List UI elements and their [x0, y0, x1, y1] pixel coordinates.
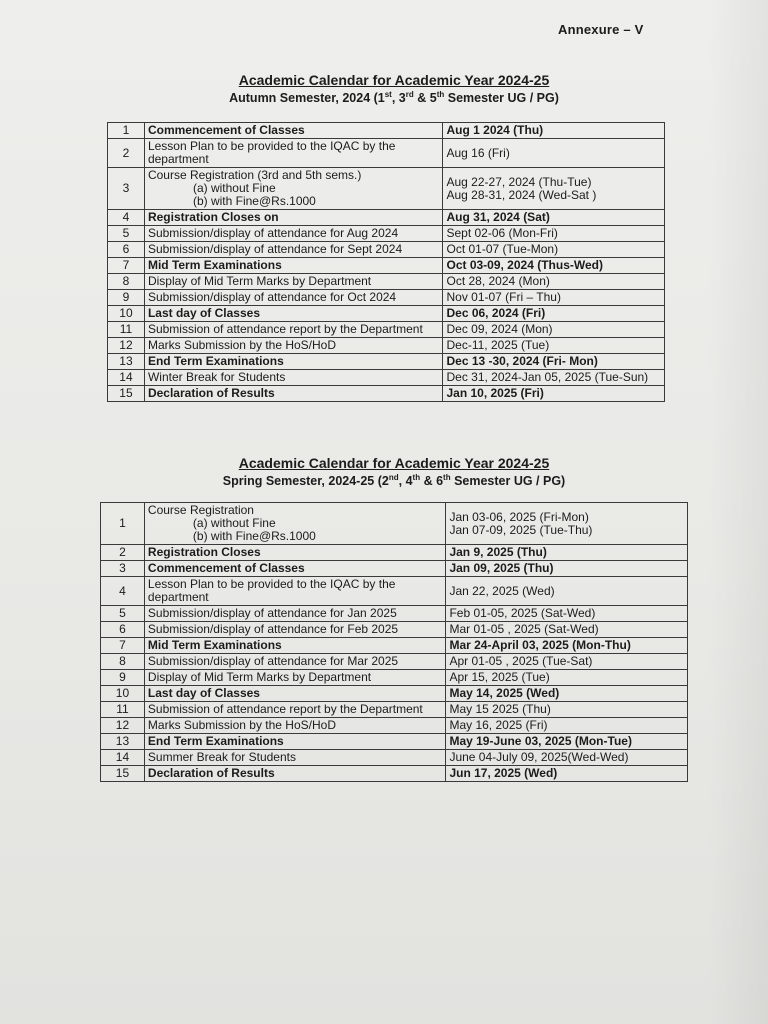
- date-text: Jan 9, 2025 (Thu): [449, 545, 547, 559]
- row-number: 2: [101, 545, 145, 561]
- row-number: 11: [108, 322, 145, 338]
- row-number: 3: [101, 561, 145, 577]
- spring-calendar-table: [100, 502, 688, 782]
- table-row: [101, 734, 688, 750]
- date-text: Dec 09, 2024 (Mon): [446, 322, 553, 336]
- table-row: [108, 210, 665, 226]
- row-number: 11: [101, 702, 145, 718]
- date-text: Dec 06, 2024 (Fri): [446, 306, 546, 320]
- row-number: 12: [101, 718, 145, 734]
- row-number: 10: [101, 686, 145, 702]
- activity-cell: [144, 734, 446, 750]
- date-text: Jan 09, 2025 (Thu): [449, 561, 554, 575]
- activity-text: End Term Examinations: [147, 734, 284, 748]
- date-cell: [446, 654, 688, 670]
- annexure-label: Annexure – V: [558, 22, 644, 37]
- table-row: [101, 606, 688, 622]
- table-row: [101, 638, 688, 654]
- row-number: 3: [108, 168, 145, 210]
- date-cell: [443, 226, 665, 242]
- activity-cell: [144, 210, 443, 226]
- activity-cell: [144, 290, 443, 306]
- activity-text: Submission/display of attendance for Aug 2024: [147, 226, 399, 240]
- activity-cell: [144, 577, 446, 606]
- row-number: 14: [101, 750, 145, 766]
- activity-cell: [144, 718, 446, 734]
- autumn-heading: [10, 72, 768, 105]
- table-row: [101, 686, 688, 702]
- table-row: [101, 503, 688, 545]
- activity-text: Marks Submission by the HoS/HoD: [147, 718, 336, 732]
- date-cell: [446, 503, 688, 545]
- activity-cell: [144, 545, 446, 561]
- date-text: Oct 01-07 (Tue-Mon): [446, 242, 559, 256]
- date-text: May 19-June 03, 2025 (Mon-Tue): [449, 734, 632, 748]
- date-cell: [443, 290, 665, 306]
- date-text: May 14, 2025 (Wed): [449, 686, 560, 700]
- row-number: 1: [108, 123, 145, 139]
- date-text: Feb 01-05, 2025 (Sat-Wed): [449, 606, 596, 620]
- table-row: [108, 139, 665, 168]
- activity-subitem: (a) without Fine: [192, 516, 276, 530]
- date-cell: [446, 766, 688, 782]
- date-text: Nov 01-07 (Fri – Thu): [446, 290, 561, 304]
- activity-text: Display of Mid Term Marks by Department: [147, 274, 372, 288]
- date-text: Apr 15, 2025 (Tue): [449, 670, 550, 684]
- page-shadow: [708, 0, 768, 1024]
- date-cell: [443, 370, 665, 386]
- table-row: [101, 622, 688, 638]
- date-cell: [446, 638, 688, 654]
- activity-cell: [144, 370, 443, 386]
- activity-cell: [144, 354, 443, 370]
- date-cell: [446, 702, 688, 718]
- date-text: Mar 01-05 , 2025 (Sat-Wed): [449, 622, 599, 636]
- date-cell: [446, 545, 688, 561]
- activity-cell: [144, 503, 446, 545]
- date-text: Dec-11, 2025 (Tue): [446, 338, 550, 352]
- autumn-calendar-table: [107, 122, 665, 402]
- activity-cell: [144, 242, 443, 258]
- spring-heading: [10, 455, 768, 488]
- activity-text: Course Registration (3rd and 5th sems.): [147, 168, 362, 182]
- date-cell: [443, 274, 665, 290]
- activity-subitem: (a) without Fine: [192, 181, 276, 195]
- activity-text: Declaration of Results: [147, 766, 275, 780]
- table-row: [108, 123, 665, 139]
- table-row: [108, 274, 665, 290]
- activity-text: Submission/display of attendance for Sept 2024: [147, 242, 403, 256]
- row-number: 7: [101, 638, 145, 654]
- spring-subtitle: Spring Semester, 2024-25 (2nd, 4th & 6th Semester UG / PG): [222, 473, 566, 489]
- date-text: Jan 07-09, 2025 (Tue-Thu): [449, 522, 593, 537]
- date-cell: [443, 386, 665, 402]
- date-text: Aug 31, 2024 (Sat): [446, 210, 550, 224]
- activity-text: Mid Term Examinations: [147, 638, 282, 652]
- row-number: 6: [108, 242, 145, 258]
- date-text: June 04-July 09, 2025(Wed-Wed): [449, 750, 629, 764]
- autumn-subtitle: Autumn Semester, 2024 (1st, 3rd & 5th Semester UG / PG): [229, 90, 559, 106]
- activity-text: End Term Examinations: [147, 354, 284, 368]
- row-number: 13: [101, 734, 145, 750]
- date-cell: [446, 622, 688, 638]
- row-number: 8: [101, 654, 145, 670]
- date-text: Oct 03-09, 2024 (Thus-Wed): [446, 258, 603, 272]
- activity-cell: [144, 338, 443, 354]
- activity-cell: [144, 139, 443, 168]
- row-number: 12: [108, 338, 145, 354]
- row-number: 4: [101, 577, 145, 606]
- date-text: Dec 31, 2024-Jan 05, 2025 (Tue-Sun): [446, 370, 649, 384]
- activity-text: Commencement of Classes: [147, 123, 305, 137]
- activity-cell: [144, 561, 446, 577]
- activity-text: Display of Mid Term Marks by Department: [147, 670, 372, 684]
- activity-cell: [144, 386, 443, 402]
- activity-cell: [144, 258, 443, 274]
- activity-text: Winter Break for Students: [147, 370, 286, 384]
- activity-cell: [144, 766, 446, 782]
- spring-title: Academic Calendar for Academic Year 2024-25: [238, 455, 550, 471]
- activity-cell: [144, 274, 443, 290]
- date-text: Dec 13 -30, 2024 (Fri- Mon): [446, 354, 598, 368]
- activity-cell: [144, 226, 443, 242]
- date-cell: [443, 123, 665, 139]
- date-text: Aug 22-27, 2024 (Thu-Tue): [446, 174, 592, 189]
- activity-subitem: (b) with Fine@Rs.1000: [192, 529, 316, 543]
- table-row: [101, 718, 688, 734]
- table-row: [108, 306, 665, 322]
- activity-text: Registration Closes: [147, 545, 261, 559]
- activity-text: Submission/display of attendance for Jan 2025: [147, 606, 397, 620]
- date-cell: [443, 322, 665, 338]
- activity-text: Commencement of Classes: [147, 561, 305, 575]
- table-row: [108, 354, 665, 370]
- date-cell: [443, 242, 665, 258]
- date-cell: [446, 670, 688, 686]
- activity-cell: [144, 686, 446, 702]
- date-cell: [443, 306, 665, 322]
- row-number: 7: [108, 258, 145, 274]
- date-text: Sept 02-06 (Mon-Fri): [446, 226, 558, 240]
- table-row: [108, 338, 665, 354]
- activity-text: Lesson Plan to be provided to the IQAC by the department: [147, 577, 396, 604]
- table-row: [101, 654, 688, 670]
- activity-cell: [144, 306, 443, 322]
- row-number: 6: [101, 622, 145, 638]
- activity-text: Submission of attendance report by the Department: [147, 702, 423, 716]
- activity-text: Submission of attendance report by the Department: [147, 322, 423, 336]
- row-number: 5: [101, 606, 145, 622]
- date-text: Mar 24-April 03, 2025 (Mon-Thu): [449, 638, 631, 652]
- date-cell: [446, 750, 688, 766]
- row-number: 10: [108, 306, 145, 322]
- row-number: 1: [101, 503, 145, 545]
- date-cell: [446, 686, 688, 702]
- autumn-title: Academic Calendar for Academic Year 2024-25: [238, 72, 550, 88]
- date-cell: [446, 577, 688, 606]
- activity-text: Course Registration: [147, 503, 254, 517]
- date-text: Aug 28-31, 2024 (Wed-Sat ): [446, 187, 597, 202]
- date-cell: [443, 139, 665, 168]
- table-row: [101, 577, 688, 606]
- activity-cell: [144, 638, 446, 654]
- date-text: May 15 2025 (Thu): [449, 702, 551, 716]
- table-row: [108, 386, 665, 402]
- date-cell: [446, 561, 688, 577]
- table-row: [101, 766, 688, 782]
- activity-cell: [144, 606, 446, 622]
- table-row: [101, 670, 688, 686]
- table-row: [101, 702, 688, 718]
- activity-text: Registration Closes on: [147, 210, 279, 224]
- date-cell: [446, 734, 688, 750]
- date-cell: [443, 258, 665, 274]
- row-number: 14: [108, 370, 145, 386]
- date-text: Aug 16 (Fri): [446, 145, 510, 160]
- row-number: 8: [108, 274, 145, 290]
- activity-cell: [144, 702, 446, 718]
- activity-text: Submission/display of attendance for Feb 2025: [147, 622, 399, 636]
- activity-text: Summer Break for Students: [147, 750, 296, 764]
- date-text: Oct 28, 2024 (Mon): [446, 274, 550, 288]
- table-row: [108, 258, 665, 274]
- row-number: 13: [108, 354, 145, 370]
- date-cell: [446, 606, 688, 622]
- date-text: Apr 01-05 , 2025 (Tue-Sat): [449, 654, 593, 668]
- activity-text: Submission/display of attendance for Oct 2024: [147, 290, 397, 304]
- row-number: 9: [108, 290, 145, 306]
- row-number: 4: [108, 210, 145, 226]
- table-row: [108, 290, 665, 306]
- date-cell: [443, 354, 665, 370]
- table-row: [108, 168, 665, 210]
- table-row: [101, 545, 688, 561]
- date-cell: [446, 718, 688, 734]
- row-number: 5: [108, 226, 145, 242]
- activity-text: Submission/display of attendance for Mar 2025: [147, 654, 399, 668]
- date-text: Jan 03-06, 2025 (Fri-Mon): [449, 509, 589, 524]
- date-text: Jan 10, 2025 (Fri): [446, 386, 544, 400]
- activity-cell: [144, 622, 446, 638]
- date-text: Aug 1 2024 (Thu): [446, 123, 544, 137]
- activity-text: Lesson Plan to be provided to the IQAC by the department: [147, 139, 396, 166]
- table-row: [108, 226, 665, 242]
- table-row: [108, 242, 665, 258]
- activity-cell: [144, 670, 446, 686]
- date-text: May 16, 2025 (Fri): [449, 718, 548, 732]
- activity-cell: [144, 654, 446, 670]
- table-row: [108, 322, 665, 338]
- row-number: 2: [108, 139, 145, 168]
- table-row: [101, 750, 688, 766]
- row-number: 9: [101, 670, 145, 686]
- table-row: [108, 370, 665, 386]
- activity-cell: [144, 123, 443, 139]
- activity-cell: [144, 750, 446, 766]
- activity-cell: [144, 322, 443, 338]
- date-cell: [443, 210, 665, 226]
- date-text: Jan 22, 2025 (Wed): [449, 583, 555, 598]
- activity-text: Marks Submission by the HoS/HoD: [147, 338, 337, 352]
- activity-subitem: (b) with Fine@Rs.1000: [192, 194, 316, 208]
- row-number: 15: [101, 766, 145, 782]
- activity-text: Last day of Classes: [147, 306, 261, 320]
- date-cell: [443, 338, 665, 354]
- activity-cell: [144, 168, 443, 210]
- date-text: Jun 17, 2025 (Wed): [449, 766, 558, 780]
- date-cell: [443, 168, 665, 210]
- activity-text: Last day of Classes: [147, 686, 260, 700]
- activity-text: Mid Term Examinations: [147, 258, 282, 272]
- activity-text: Declaration of Results: [147, 386, 275, 400]
- row-number: 15: [108, 386, 145, 402]
- table-row: [101, 561, 688, 577]
